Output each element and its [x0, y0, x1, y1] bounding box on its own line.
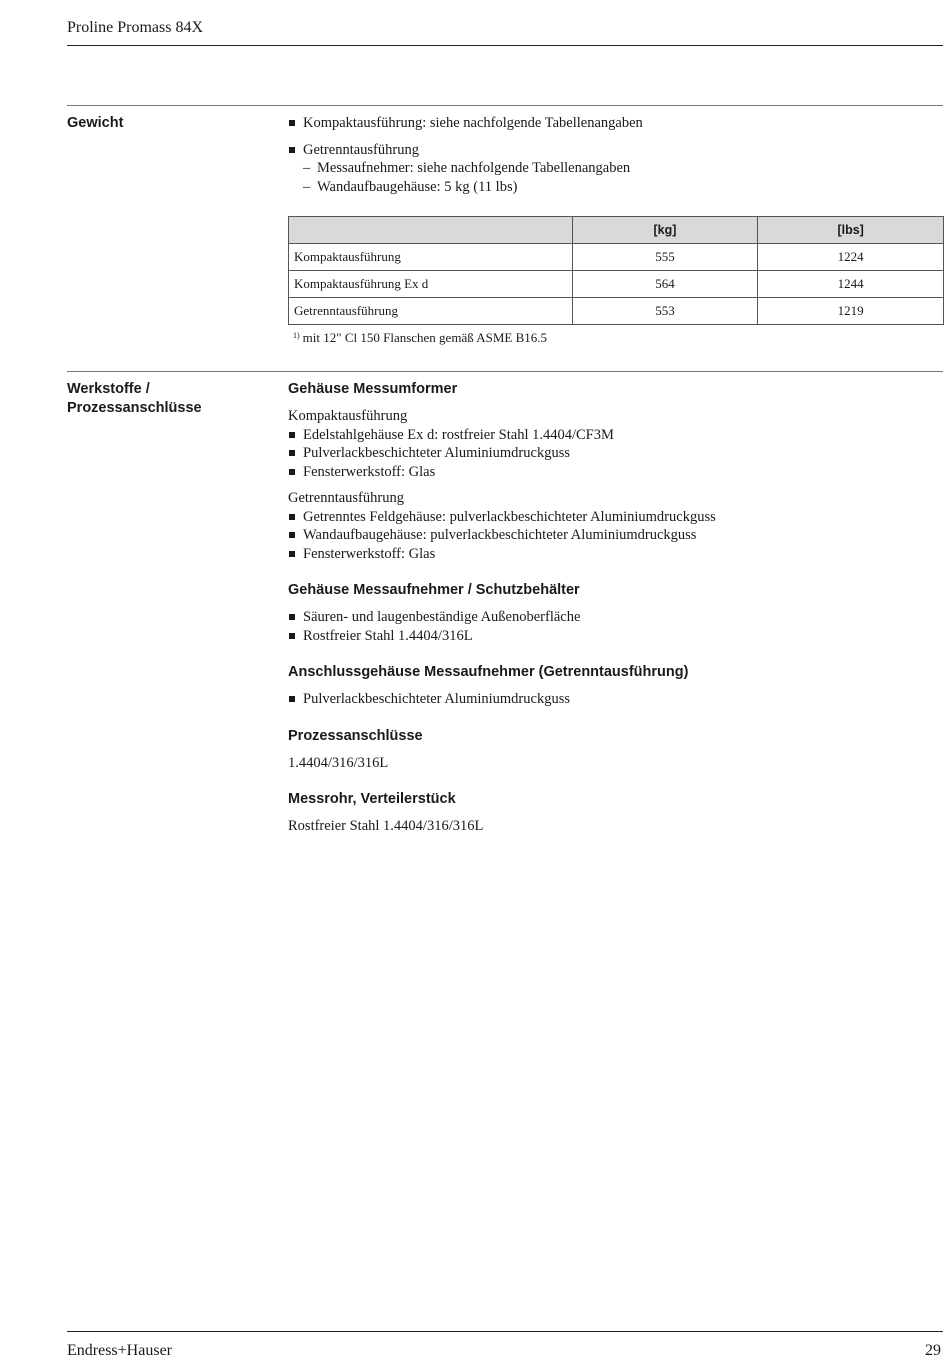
list-item: Rostfreier Stahl 1.4404/316L	[288, 627, 938, 646]
subheading-schutzbehaelter: Gehäuse Messaufnehmer / Schutzbehälter	[288, 582, 580, 598]
messrohr-text: Rostfreier Stahl 1.4404/316/316L	[288, 818, 484, 834]
section-rule-werkstoffe	[67, 371, 943, 372]
schutzbehaelter-list	[288, 608, 938, 645]
section-content-gewicht	[288, 114, 938, 348]
section-content-werkstoffe	[288, 380, 938, 836]
getrennt-list	[288, 508, 938, 564]
list-item: Pulverlackbeschichteter Aluminiumdruckguss	[288, 690, 938, 709]
table-row	[289, 298, 944, 325]
list-item: Fensterwerkstoff: Glas	[288, 545, 938, 564]
weight-table-header-cell	[289, 217, 573, 244]
section-rule-gewicht	[67, 105, 943, 106]
table-cell-lbs: 1219	[758, 298, 944, 325]
page-number: 29	[925, 1342, 941, 1359]
table-cell-variant: Kompaktausführung Ex d	[289, 271, 573, 298]
table-footnote	[288, 329, 938, 348]
list-item: Edelstahlgehäuse Ex d: rostfreier Stahl 1.4404/CF3M	[288, 426, 938, 445]
subheading-anschlussgehaeuse: Anschlussgehäuse Messaufnehmer (Getrenntausführung)	[288, 664, 689, 680]
table-cell-variant: Kompaktausführung	[289, 244, 573, 271]
list-item: Säuren- und laugenbeständige Außenoberfläche	[288, 608, 938, 627]
kompakt-list	[288, 426, 938, 482]
footer-brand: Endress+Hauser	[67, 1342, 172, 1359]
header-title: Proline Promass 84X	[67, 19, 203, 36]
table-cell-variant: Getrenntausführung	[289, 298, 573, 325]
list-item: Getrenntes Feldgehäuse: pulverlackbeschichteter Aluminiumdruckguss	[288, 508, 938, 527]
gewicht-subitem: – Messaufnehmer: siehe nachfolgende Tabellenangaben	[303, 159, 938, 178]
weight-table-header-kg: [kg]	[572, 217, 758, 244]
list-item: Pulverlackbeschichteter Aluminiumdruckguss	[288, 444, 938, 463]
gewicht-bullet-kompakt: Kompaktausführung: siehe nachfolgende Tabellenangaben	[288, 114, 938, 133]
section-label-werkstoffe	[67, 380, 267, 418]
subheading-messrohr: Messrohr, Verteilerstück	[288, 791, 456, 807]
footer-rule	[67, 1331, 943, 1332]
table-cell-kg: 564	[572, 271, 758, 298]
section-label-line: Werkstoffe /	[67, 381, 150, 397]
gewicht-sublist	[303, 159, 938, 196]
prozessanschluesse-text: 1.4404/316/316L	[288, 754, 389, 771]
weight-table-header-row	[289, 217, 944, 244]
gewicht-bullets	[288, 114, 938, 133]
table-cell-kg: 555	[572, 244, 758, 271]
gewicht-subitem: – Wandaufbaugehäuse: 5 kg (11 lbs)	[303, 178, 938, 197]
list-item: Wandaufbaugehäuse: pulverlackbeschichteter Aluminiumdruckguss	[288, 526, 938, 545]
header-rule	[67, 45, 943, 46]
group-label-getrennt: Getrenntausführung	[288, 490, 404, 506]
weight-table-header-lbs: [lbs]	[758, 217, 944, 244]
subheading-prozessanschluesse: Prozessanschlüsse	[288, 727, 423, 744]
subheading-gehaeuse-messumformer: Gehäuse Messumformer	[288, 381, 458, 397]
table-cell-lbs: 1224	[758, 244, 944, 271]
table-cell-kg: 553	[572, 298, 758, 325]
table-cell-lbs: 1244	[758, 271, 944, 298]
section-label-gewicht: Gewicht	[67, 115, 124, 131]
anschlussgehaeuse-list	[288, 690, 938, 709]
section-label-line: Prozessanschlüsse	[67, 400, 202, 416]
footnote-text: mit 12" Cl 150 Flanschen gemäß ASME B16.5	[302, 330, 548, 345]
table-row	[289, 244, 944, 271]
table-row	[289, 271, 944, 298]
footnote-mark: 1)	[293, 331, 300, 340]
list-item: Fensterwerkstoff: Glas	[288, 463, 938, 482]
weight-table	[288, 216, 944, 325]
gewicht-bullet-getrennt	[288, 141, 938, 197]
group-label-kompakt: Kompaktausführung	[288, 408, 408, 424]
gewicht-bullet-getrennt-label: Getrenntausführung	[303, 141, 419, 158]
